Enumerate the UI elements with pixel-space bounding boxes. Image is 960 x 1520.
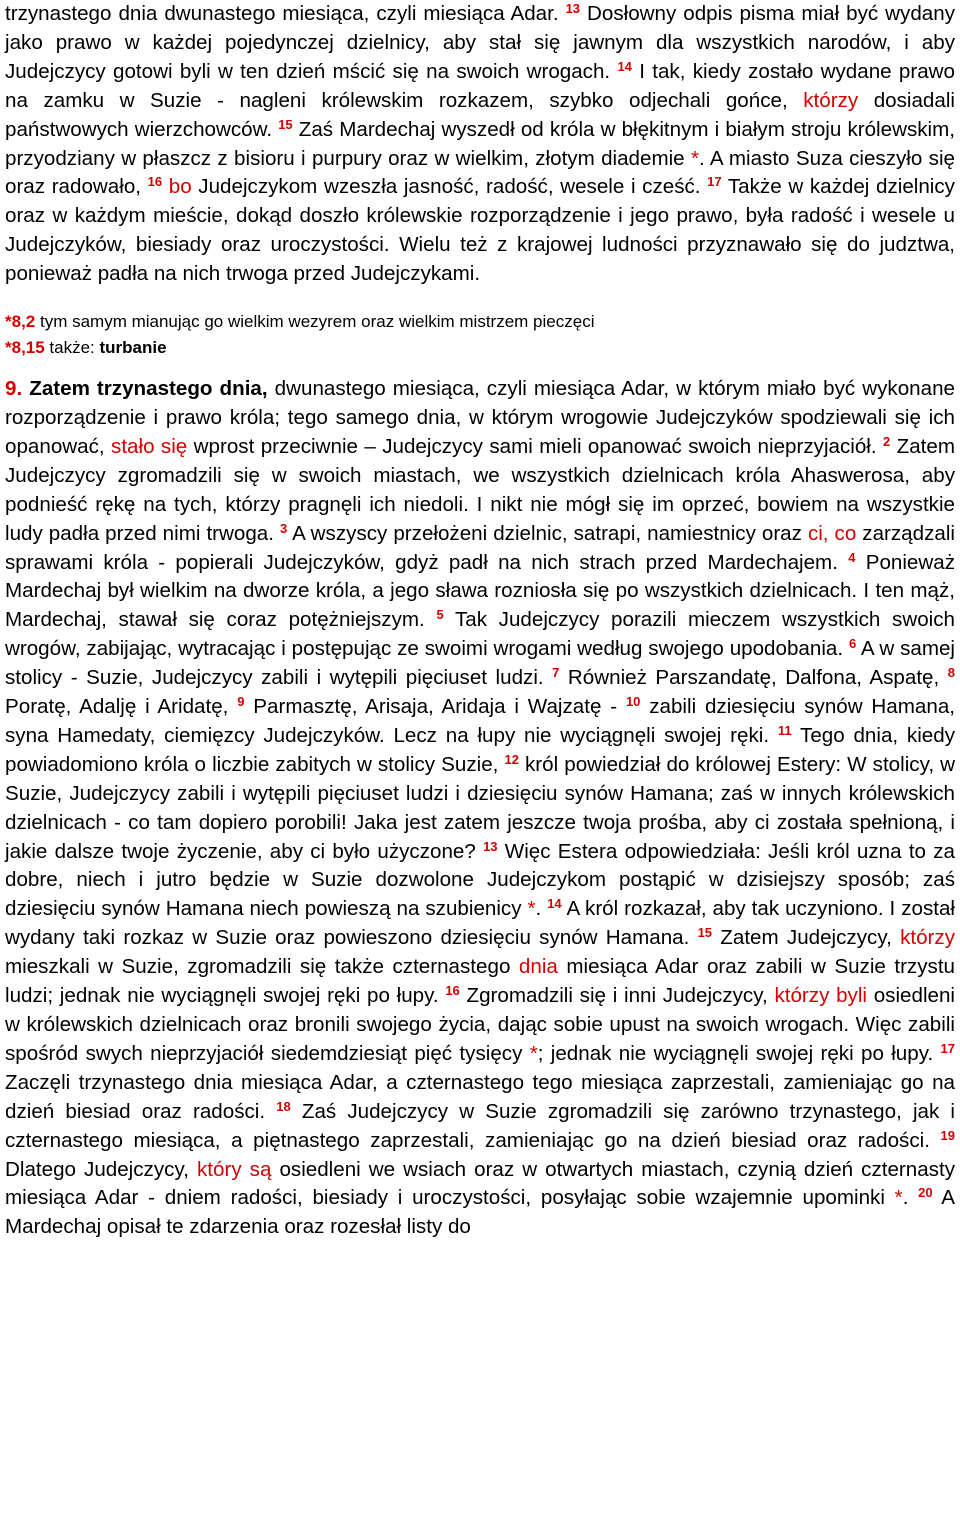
added-word: dnia bbox=[518, 955, 558, 979]
text-run: Poratę, Adalję i Aridatę, bbox=[5, 695, 238, 719]
text-run: . A miasto Suza cieszyło się oraz radowało, bbox=[5, 146, 955, 199]
verse-number: 2 bbox=[883, 433, 891, 449]
footnote-emphasis: turbanie bbox=[99, 338, 167, 358]
text-run: Zaś Mardechaj wyszedł od króla w błękitnym i białym stroju królewskim, przyodziany w płaszcz z bisioru i purpury oraz w wielkim, złotym diademie bbox=[5, 117, 955, 170]
text-run: A Mardechaj opisał te zdarzenia oraz rozesłał listy do bbox=[5, 1186, 955, 1239]
text-run: A w samej stolicy - Suzie, Judejczycy zabili i wytępili pięciuset ludzi. bbox=[5, 637, 955, 690]
text-run: osiedleni w królewskich dzielnicach oraz bronili swojego życia, dając sobie upust na swoich wrogach. Więc zabili spośród swych nieprzyjaciół siedemdziesiąt pięć tysięcy bbox=[5, 984, 956, 1065]
text-run: Więc Estera odpowiedziała: Jeśli król uzna to za dobre, niech i jutro będzie w Suzie dozwolone Judejczykom postąpić w dzisiejszy sposób; zaś dziesięciu synów Hamana niech powieszą na szubienicy bbox=[5, 839, 955, 921]
text-run: ; jednak nie wyciągnęli swojej ręki po łupy. bbox=[537, 1041, 941, 1065]
footnote-8-2 bbox=[5, 309, 955, 335]
footnote-8-15 bbox=[5, 335, 955, 361]
document-page bbox=[5, 0, 955, 1242]
added-word: bo bbox=[168, 175, 192, 199]
text-run: Ponieważ Mardechaj był wielkim na dworze króla, a jego sława rozniosła się po wszystkich dzielnicach. I ten mąż, Mardechaj, stawał się coraz potężniejszym. bbox=[5, 550, 955, 632]
text-run: zabili dziesięciu synów Hamana, syna Hamedaty, ciemięzcy Judejczyków. Lecz na łupy nie wyciągnęli swojej ręki. bbox=[5, 695, 955, 747]
added-word: * bbox=[894, 1186, 903, 1210]
verse-number: 7 bbox=[552, 664, 560, 680]
text-run: dwunastego miesiąca, czyli miesiąca Adar, w którym miało być wykonane rozporządzenie i prawo króla; tego samego dnia, w którym wrogowie Judejczyków spodziewali się ich opanować, bbox=[5, 377, 955, 458]
verse-number: 19 bbox=[940, 1127, 955, 1143]
footnotes bbox=[5, 309, 955, 361]
text-run: Tak Judejczycy porazili mieczem wszystkich swoich wrogów, zabijając, wytracając i postępując ze swoimi wrogami według swojego upodobania. bbox=[5, 608, 955, 661]
added-word: którzy bbox=[803, 88, 859, 112]
text-run: Dosłowny odpis pisma miał być wydany jako prawo w każdej pojedynczej dzielnicy, aby stał się jawnym dla wszystkich narodów, i aby Judejczycy gotowi byli w ten dzień mścić się na swoich wrogach. bbox=[5, 2, 955, 83]
text-run: mieszkali w Suzie, zgromadzili się także czternastego bbox=[5, 955, 519, 979]
footnote-text: tym samym mianując go wielkim wezyrem oraz wielkim mistrzem pieczęci bbox=[35, 312, 595, 332]
text-run: dosiadali państwowych wierzchowców. bbox=[5, 88, 955, 141]
footnote-ref: *8,2 bbox=[5, 312, 36, 332]
added-word: którzy bbox=[900, 926, 955, 950]
verse-number: 9 bbox=[237, 693, 245, 709]
text-block-chapter-8 bbox=[5, 0, 955, 289]
text-run: . bbox=[535, 897, 548, 921]
text-run: Parmasztę, Arisaja, Aridaja i Wajzatę - bbox=[244, 695, 626, 719]
verse-number: 6 bbox=[848, 636, 857, 652]
text-run: Również Parszandatę, Dalfona, Aspatę, bbox=[559, 666, 948, 690]
verse-number: 17 bbox=[707, 174, 722, 190]
verse-number: 13 bbox=[565, 0, 581, 16]
emphasized-text: Zatem trzynastego dnia, bbox=[29, 377, 268, 401]
verse-number: 16 bbox=[147, 174, 163, 190]
text-run: I tak, kiedy zostało wydane prawo na zamku w Suzie - nagleni królewskim rozkazem, szybko odjechali gońce, bbox=[5, 59, 955, 112]
text-run: A wszyscy przełożeni dzielnic, satrapi, namiestnicy oraz bbox=[287, 521, 808, 545]
verse-number: 15 bbox=[278, 116, 293, 132]
text-run: Także w każdej dzielnicy oraz w każdym mieście, dokąd doszło królewskie rozporządzenie i jego prawo, była radość i wesele u Judejczyków, biesiady oraz uroczystości. Wielu też z krajowej ludności przyznawało się do judztwa, ponieważ padła na nich trwoga przed Judejczykami. bbox=[5, 175, 955, 286]
added-word: który są bbox=[196, 1157, 272, 1181]
verse-number: 5 bbox=[436, 607, 444, 623]
text-run: miesiąca Adar oraz zabili w Suzie trzystu ludzi; jednak nie wyciągnęli swojej ręki po łupy. bbox=[5, 955, 955, 1008]
text-run: król powiedział do królowej Estery: W stolicy, w Suzie, Judejczycy zabili i wytępili pięciuset ludzi i dziesięciu synów Hamana; zaś w innych królewskich dzielnicach - co tam dopiero porobili! Jaka jest zatem jeszcze twoja prośba, aby ci została spełnioną, i jakie dalsze twoje życzenie, aby ci było użyczone? bbox=[5, 752, 955, 863]
text-run: Tego dnia, kiedy powiadomiono króla o liczbie zabitych w stolicy Suzie, bbox=[5, 723, 955, 776]
text-run: wprost przeciwnie – Judejczycy sami mieli opanować swoich nieprzyjaciół. bbox=[187, 434, 883, 458]
added-word: * bbox=[527, 897, 536, 921]
paragraph-verses-8-13-17 bbox=[5, 0, 955, 289]
text-run: A król rozkazał, aby tak uczyniono. I został wydany taki rozkaz w Suzie oraz powieszono dziesięciu synów Hamana. bbox=[5, 897, 955, 950]
verse-number: 14 bbox=[617, 58, 632, 74]
text-block-chapter-9 bbox=[5, 375, 955, 1242]
text-run: trzynastego dnia dwunastego miesiąca, czyli miesiąca Adar. bbox=[5, 2, 566, 25]
text-run: Zatem Judejczycy, bbox=[712, 926, 901, 950]
verse-number: 15 bbox=[697, 925, 713, 941]
verse-number: 4 bbox=[848, 549, 856, 565]
text-run: zarządzali sprawami króla - popierali Judejczyków, gdyż padł na nich strach przed Mardechajem. bbox=[5, 521, 955, 574]
verse-number: 11 bbox=[777, 722, 792, 738]
verse-number: 14 bbox=[547, 896, 562, 912]
verse-number: 17 bbox=[940, 1040, 955, 1056]
added-word: ci, co bbox=[807, 521, 857, 545]
footnote-text: także: bbox=[44, 338, 100, 358]
chapter-number: 9. bbox=[5, 377, 23, 401]
paragraph-chapter-9 bbox=[5, 375, 955, 1242]
verse-number: 13 bbox=[483, 838, 498, 854]
verse-number: 18 bbox=[276, 1098, 291, 1114]
text-run: Zaczęli trzynastego dnia miesiąca Adar, a czternastego tego miesiąca zaprzestali, zamieniając go na dzień biesiad oraz radości. bbox=[5, 1070, 955, 1123]
text-run: Judejczykom wzeszła jasność, radość, wesele i cześć. bbox=[191, 175, 708, 199]
added-word: stało się bbox=[111, 434, 188, 458]
text-run bbox=[162, 175, 169, 198]
added-word: * bbox=[690, 146, 699, 170]
verse-number: 8 bbox=[947, 664, 955, 680]
added-word: którzy byli bbox=[774, 984, 867, 1008]
added-word: * bbox=[529, 1041, 538, 1065]
verse-number: 20 bbox=[918, 1185, 933, 1201]
text-run: Zgromadzili się i inni Judejczycy, bbox=[459, 984, 775, 1008]
verse-number: 12 bbox=[504, 751, 519, 767]
text-run: Zatem Judejczycy zgromadzili się w swoich miastach, we wszystkich dzielnicach króla Ahaswerosa, aby podnieść rękę na tych, którzy pragnęli ich niedoli. I nikt nie mógł się im oprzeć, bowiem na wszystkie ludy padła przed nimi trwoga. bbox=[5, 434, 955, 545]
verse-number: 10 bbox=[625, 693, 641, 709]
text-run: Dlatego Judejczycy, bbox=[5, 1157, 197, 1181]
verse-number: 16 bbox=[445, 982, 460, 998]
footnote-ref: *8,15 bbox=[5, 338, 45, 358]
text-run: osiedleni we wsiach oraz w otwartych miastach, czynią dzień czternasty miesiąca Adar - dniem radości, biesiady i uroczystości, posyłając sobie wzajemnie upominki bbox=[5, 1157, 955, 1210]
verse-number: 3 bbox=[279, 520, 288, 536]
text-run: . bbox=[902, 1186, 919, 1210]
text-run: Zaś Judejczycy w Suzie zgromadzili się zarówno trzynastego, jak i czternastego miesiąca, a piętnastego zaprzestali, zamieniając go na dzień biesiad oraz radości. bbox=[5, 1099, 955, 1152]
